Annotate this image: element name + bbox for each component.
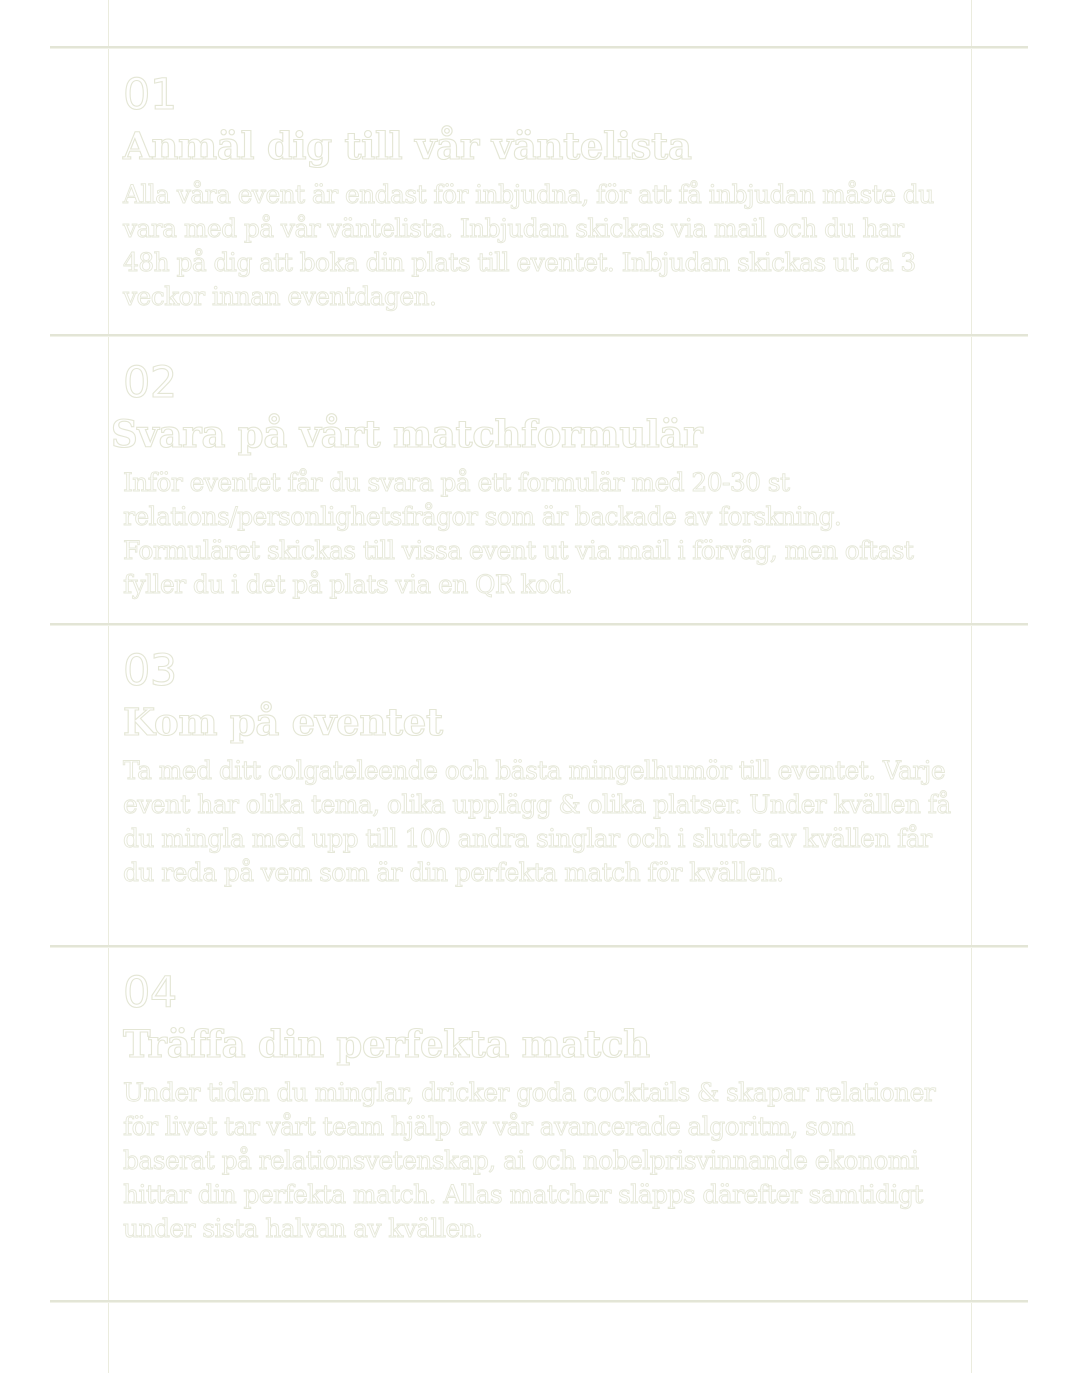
step-description: Under tiden du minglar, dricker goda cocktails & skapar relationer för livet tar vårt team hjälp av vår avancerade algoritm, som baserat på relationsvetenskap, ai och nobelprisvinnande ekonomi hittar din perfekta match. Allas matcher släpps därefter samtidigt under sista halvan av kvällen.: [123, 1078, 936, 1243]
step-3: [123, 646, 953, 890]
divider-2: [50, 623, 1028, 626]
step-title: Svara på vårt matchformulär: [111, 412, 703, 456]
step-2: [111, 358, 953, 602]
step-description: Ta med ditt colgateleende och bästa mingelhumör till eventet. Varje event har olika tema, olika upplägg & olika platser. Under kvällen få du mingla med upp till 100 andra singlar och i slutet av kvällen får du reda på vem som är din perfekta match för kvällen.: [123, 756, 951, 887]
step-number: 03: [123, 646, 177, 696]
divider-1: [50, 334, 1028, 337]
grid-line-right: [971, 0, 972, 1373]
divider-top: [50, 46, 1028, 49]
step-1: [123, 70, 953, 314]
step-title: Anmäl dig till vår väntelista: [123, 124, 692, 168]
step-4: [123, 968, 953, 1246]
divider-bottom: [50, 1300, 1028, 1303]
step-description: Inför eventet får du svara på ett formulär med 20-30 st relations/personlighetsfrågor som är backade av forskning. Formuläret skickas till vissa event ut via mail i förväg, men oftast fyller du i det på plats via en QR kod.: [123, 468, 914, 599]
step-number: 01: [123, 70, 177, 120]
step-title: Kom på eventet: [123, 700, 443, 744]
grid-line-left: [108, 0, 109, 1373]
step-description: Alla våra event är endast för inbjudna, för att få inbjudan måste du vara med på vår väntelista. Inbjudan skickas via mail och du har 48h på dig att boka din plats till eventet. Inbjudan skickas ut ca 3 veckor innan eventdagen.: [123, 180, 934, 311]
step-number: 04: [123, 968, 177, 1018]
step-number: 02: [123, 358, 177, 408]
step-title: Träffa din perfekta match: [123, 1022, 650, 1066]
divider-3: [50, 945, 1028, 948]
